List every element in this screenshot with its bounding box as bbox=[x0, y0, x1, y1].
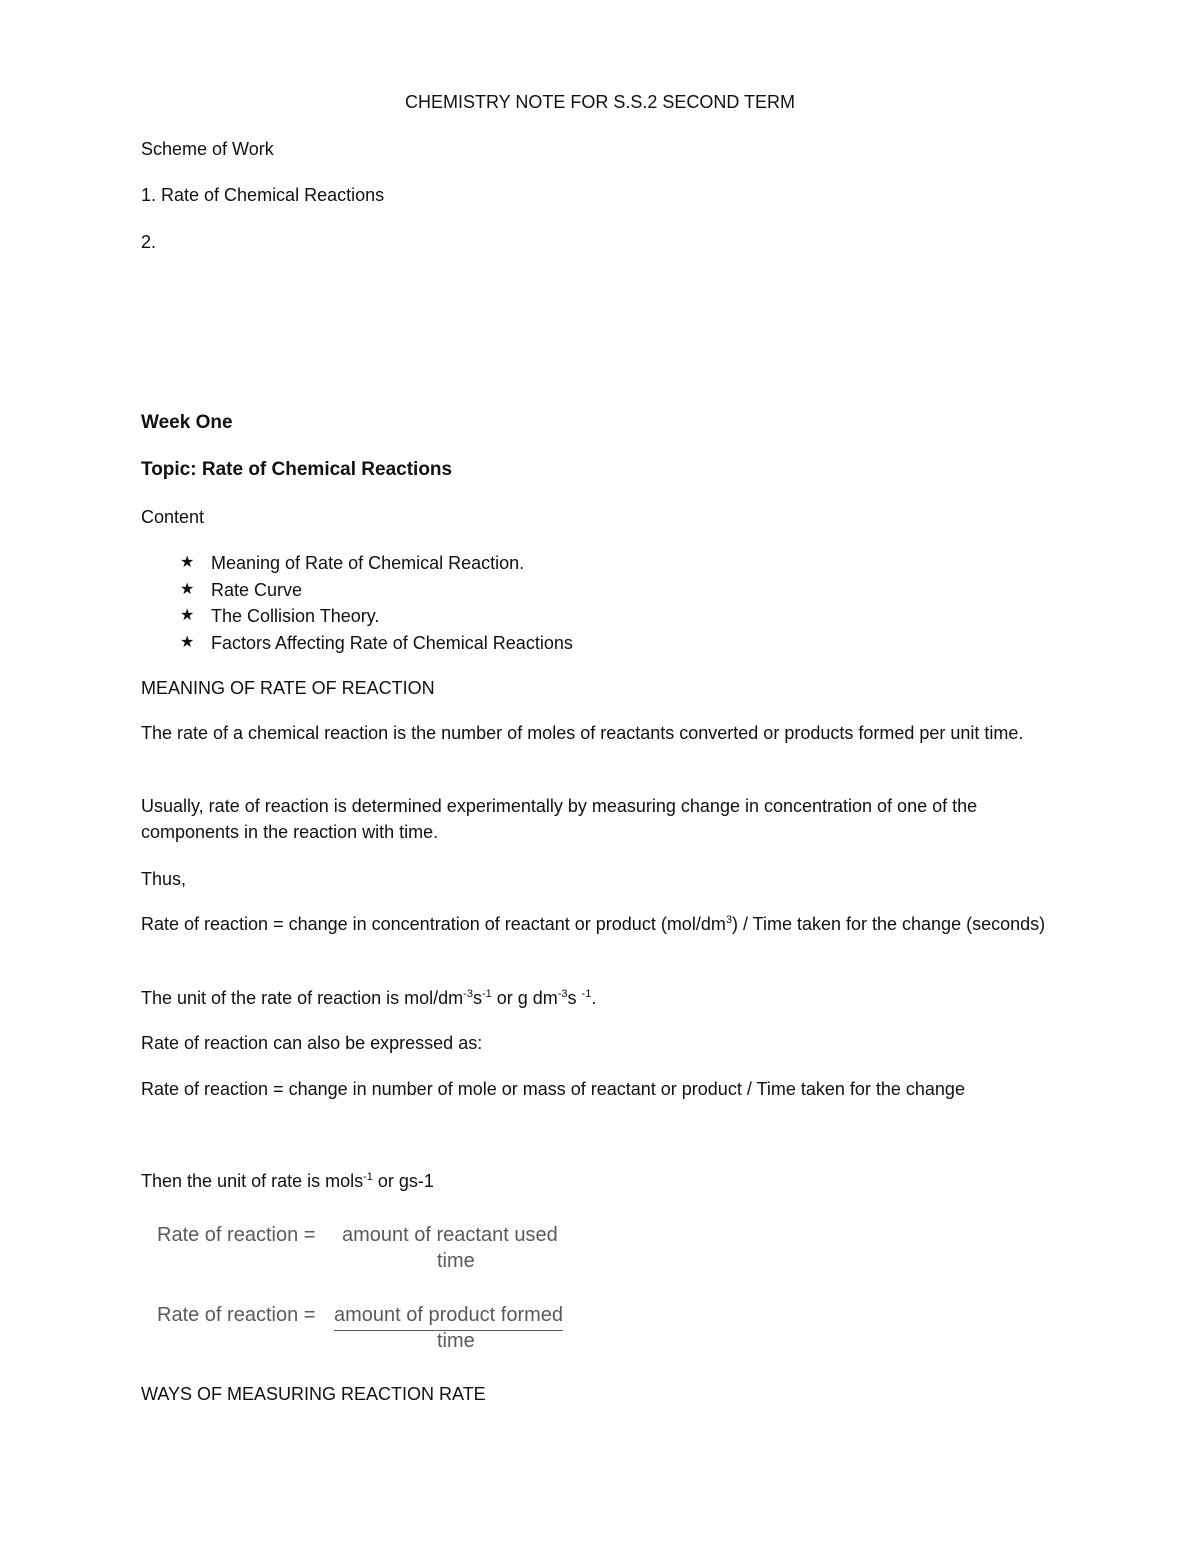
rate-definition bbox=[141, 911, 1061, 937]
formula-2-numerator: amount of product formed bbox=[334, 1302, 563, 1331]
superscript: -3 bbox=[463, 988, 473, 1000]
bullet-text: The Collision Theory. bbox=[211, 606, 380, 627]
star-icon: ★ bbox=[180, 554, 195, 572]
superscript: -1 bbox=[481, 988, 492, 1000]
star-icon: ★ bbox=[180, 580, 195, 598]
unit-statement bbox=[141, 985, 596, 1011]
content-heading: Content bbox=[141, 507, 205, 527]
list-item bbox=[180, 577, 573, 604]
topic-heading: Topic: Rate of Chemical Reactions bbox=[141, 459, 453, 480]
unit-text: s bbox=[472, 988, 482, 1008]
superscript: -1 bbox=[581, 988, 592, 1000]
rate-def-text: ) / Time taken for the change (seconds) bbox=[731, 914, 1046, 934]
document-title: CHEMISTRY NOTE FOR S.S.2 SECOND TERM bbox=[404, 92, 796, 112]
experimental-paragraph: Usually, rate of reaction is determined experimentally by measuring change in concentration of one of the components in the reaction with time. bbox=[141, 796, 978, 842]
scheme-item-1: 1. Rate of Chemical Reactions bbox=[141, 185, 385, 205]
formula-1-lhs: Rate of reaction = bbox=[157, 1224, 316, 1246]
then-text: or gs-1 bbox=[372, 1171, 434, 1191]
thus-text: Thus, bbox=[141, 869, 187, 889]
bullet-text: Rate Curve bbox=[211, 579, 303, 600]
ways-heading: WAYS OF MEASURING REACTION RATE bbox=[141, 1384, 486, 1404]
content-bullet-list bbox=[180, 550, 573, 656]
superscript: -1 bbox=[363, 1171, 373, 1183]
unit-text: or g dm bbox=[491, 988, 558, 1008]
rate-def-text: Rate of reaction = change in concentration of reactant or product (mol/dm bbox=[141, 914, 726, 934]
list-item bbox=[180, 603, 573, 630]
formula-1-denominator: time bbox=[437, 1250, 475, 1272]
meaning-heading: MEANING OF RATE OF REACTION bbox=[141, 678, 435, 698]
rate-definition-2: Rate of reaction = change in number of mole or mass of reactant or product / Time taken for the change bbox=[141, 1079, 965, 1099]
scheme-heading: Scheme of Work bbox=[141, 139, 274, 159]
week-label: Week One bbox=[141, 412, 233, 433]
superscript: 3 bbox=[725, 914, 732, 926]
unit-text: . bbox=[591, 988, 597, 1008]
star-icon: ★ bbox=[180, 633, 195, 651]
list-item bbox=[180, 630, 573, 657]
superscript: -3 bbox=[557, 988, 568, 1000]
bullet-text: Meaning of Rate of Chemical Reaction. bbox=[211, 553, 525, 574]
formula-1-numerator: amount of reactant used bbox=[342, 1224, 558, 1246]
unit-of-rate-text bbox=[141, 1168, 434, 1194]
formula-2-denominator: time bbox=[437, 1330, 475, 1352]
unit-text: s bbox=[567, 988, 582, 1008]
unit-text: The unit of the rate of reaction is mol/dm bbox=[141, 988, 464, 1008]
then-text: Then the unit of rate is mols bbox=[141, 1171, 364, 1191]
scheme-item-2: 2. bbox=[141, 232, 157, 252]
definition-paragraph: The rate of a chemical reaction is the number of moles of reactants converted or products formed per unit time. bbox=[141, 723, 1024, 743]
star-icon: ★ bbox=[180, 607, 195, 625]
bullet-text: Factors Affecting Rate of Chemical Reactions bbox=[211, 632, 573, 653]
list-item bbox=[180, 550, 573, 577]
formula-2-lhs: Rate of reaction = bbox=[157, 1304, 316, 1326]
also-expressed-text: Rate of reaction can also be expressed as: bbox=[141, 1033, 483, 1053]
